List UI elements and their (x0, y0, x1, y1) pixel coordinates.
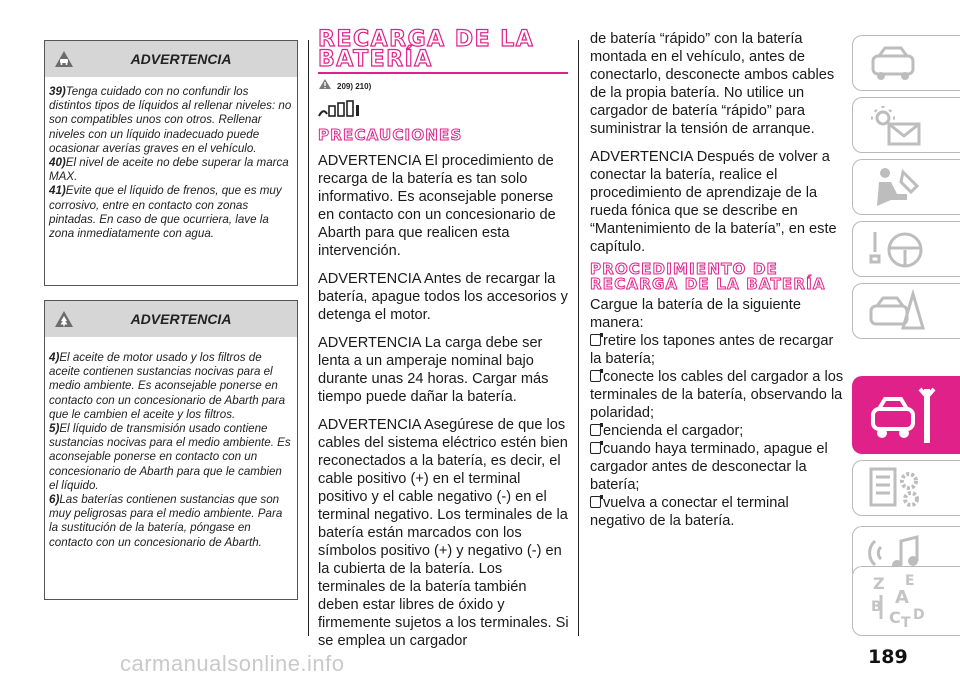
column-divider (578, 40, 579, 636)
right-column-text (590, 30, 846, 266)
svg-text:B: B (871, 599, 882, 615)
tab-starting-driving[interactable] (852, 221, 960, 277)
paragraph: de batería “rápido” con la batería montada en el vehículo, antes de conectarlo, desconecte ambos cables de la propia batería. No utilice un cargador de batería “rápido” para suministrar la tensión de arranque. (590, 31, 835, 137)
svg-text:A: A (895, 587, 909, 608)
procedure-steps (590, 296, 846, 530)
list-item: cuando haya terminado, apague el cargador antes de desconectar la batería; (590, 441, 828, 493)
svg-text:T: T (901, 615, 911, 631)
procedure-heading: PROCEDIMIENTO DE RECARGA DE LA BATERÍA (590, 260, 826, 293)
watermark: carmanualsonline.info (120, 651, 345, 676)
steering-wheel-icon (867, 226, 927, 272)
seat-safety-icon (867, 164, 927, 210)
warning-text (45, 77, 297, 247)
technical-data-icon (867, 465, 927, 511)
paragraph: ADVERTENCIA La carga debe ser lenta a un amperaje nominal bajo durante unas 24 horas. Cargar más tiempo puede dañar la batería. (318, 335, 549, 405)
warning-title: ADVERTENCIA (130, 51, 232, 67)
warning-item: 40)El nivel de aceite no debe superar la marca MAX. (49, 156, 289, 184)
paragraph: ADVERTENCIA Antes de recargar la batería, apague todos los accesorios y detenga el motor. (318, 271, 568, 323)
tab-safety[interactable] (852, 159, 960, 215)
paragraph: ADVERTENCIA El procedimiento de recarga de la batería es tan solo informativo. Es aconsejable ponerse en contacto con un concesionario de Abarth para que realicen esta intervención. (318, 153, 556, 259)
warning-item: 39)Tenga cuidado con no confundir los distintos tipos de líquidos al rellenar niveles: no son compatibles unos con otros. Rellenar niveles con un líquido inadecuado puede ocasionar averías graves en el vehículo. (49, 85, 292, 155)
tab-dashboard[interactable] (852, 35, 960, 91)
checkbox-bullet-icon (590, 496, 601, 508)
reference-warning-icon (318, 78, 332, 90)
list-item: encienda el cargador; (590, 422, 846, 440)
svg-text:C: C (889, 608, 901, 627)
checkbox-bullet-icon (590, 370, 601, 382)
warning-title: ADVERTENCIA (130, 311, 232, 327)
warning-item: 5)El líquido de transmisión usado contiene sustancias nocivas para el medio ambiente. Es aconsejable ponerse en contacto con un concesionario de Abarth para que le cambien el líquido. (49, 422, 291, 492)
svg-text:E: E (905, 573, 915, 589)
section-title: RECARGA DE LA BATERÍA (318, 27, 535, 72)
svg-text:Z: Z (873, 574, 885, 593)
column-divider (308, 40, 309, 636)
warning-box-fluids (44, 40, 298, 286)
checkbox-bullet-icon (590, 334, 601, 346)
procedure-intro: Cargue la batería de la siguiente manera: (590, 297, 801, 331)
list-item: retire los tapones antes de recargar la batería; (590, 333, 834, 367)
tab-technical-data[interactable] (852, 460, 960, 516)
title-rule (318, 72, 568, 74)
warning-text (45, 337, 297, 556)
emergency-icon (867, 288, 927, 334)
checkbox-bullet-icon (590, 424, 601, 436)
list-item: conecte los cables del cargador a los terminales de la batería, observando la polaridad; (590, 369, 844, 421)
tab-warning-lights[interactable] (852, 97, 960, 153)
precautions-heading: PRECAUCIONES (318, 126, 463, 144)
maintenance-icon (867, 381, 947, 451)
page-number: 189 (868, 646, 908, 668)
warning-header (45, 301, 297, 337)
svg-text:D: D (913, 607, 925, 623)
paragraph: ADVERTENCIA Después de volver a conectar la batería, realice el procedimiento de aprendizaje de la rueda fónica que se describe en “Mantenimiento de la batería”, en este capítulo. (590, 149, 837, 255)
warning-item: 6)Las baterías contienen sustancias que son muy peligrosas para el medio ambiente. Para la sustitución de la batería, póngase en contacto con un concesionario de Abarth. (49, 493, 283, 549)
tab-index[interactable] (852, 566, 960, 636)
precautions-text (318, 152, 570, 660)
index-icon (867, 571, 937, 631)
paragraph: ADVERTENCIA Asegúrese de que los cables del sistema eléctrico estén bien reconectados a la batería, es decir, el cable positivo (+) en el terminal positivo y el cable negativo (-) en el terminal negativo. Los terminales de la batería están marcados con los símbolos positivo (+) y negativo (-) en la cubierta de la batería. Los terminales de la batería también deben estar libres de óxido y firmemente sujetos a los terminales. Si se emplea un cargador (318, 417, 569, 649)
reference-numbers: 209) 210) (337, 82, 372, 91)
car-dashboard-icon (867, 40, 927, 86)
warning-item: 41)Evite que el líquido de frenos, que es muy corrosivo, entre en contacto con zonas pintadas. En caso de que ocurriera, lave la zona inmediatamente con agua. (49, 184, 282, 241)
battery-hand-icon (318, 100, 362, 118)
warning-box-environment (44, 300, 298, 600)
tab-maintenance[interactable] (852, 376, 960, 454)
warning-lights-icon (867, 102, 927, 148)
list-item: vuelva a conectar el terminal negativo de la batería. (590, 495, 789, 529)
warning-item: 4)El aceite de motor usado y los filtros de aceite contienen sustancias nocivas para el medio ambiente. Es aconsejable ponerse en contacto con un concesionario de Abarth para que le cambien el aceite y los filtros. (49, 351, 286, 421)
tab-emergency[interactable] (852, 283, 960, 339)
warning-header (45, 41, 297, 77)
checkbox-bullet-icon (590, 442, 601, 454)
